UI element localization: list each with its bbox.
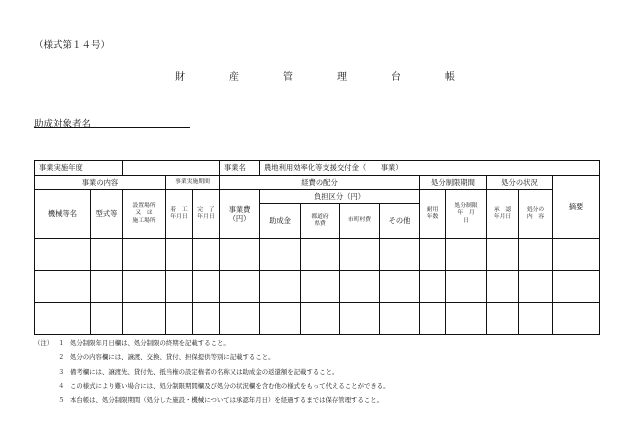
note-item: ２ 処分の内容欄には、譲渡、交換、貸付、担保提供等別に記載すること。 bbox=[58, 353, 275, 362]
title-char: 管 bbox=[283, 72, 337, 83]
title-char: 理 bbox=[337, 72, 391, 83]
table-cell[interactable] bbox=[380, 271, 420, 303]
table-cell[interactable] bbox=[446, 271, 487, 303]
restriction-end-date-header: 処分制限 年 月 日 bbox=[446, 190, 487, 239]
table-cell[interactable] bbox=[220, 271, 260, 303]
note-item: （注） １ 処分制限年月日欄は、処分制限の終期を記載すること。 bbox=[34, 336, 390, 350]
table-cell[interactable] bbox=[193, 303, 220, 335]
table-cell[interactable] bbox=[420, 303, 446, 335]
table-cell[interactable] bbox=[420, 271, 446, 303]
burden-breakdown-header: 負担区分（円） bbox=[260, 190, 420, 204]
title-char: 産 bbox=[229, 72, 283, 83]
table-cell[interactable] bbox=[220, 239, 260, 271]
table-cell[interactable] bbox=[260, 303, 301, 335]
useful-life-header: 耐用 年数 bbox=[420, 190, 446, 239]
approval-date-header: 承 認 年月日 bbox=[487, 190, 519, 239]
table-cell[interactable] bbox=[166, 303, 193, 335]
table-cell[interactable] bbox=[91, 271, 123, 303]
title-char: 帳 bbox=[445, 72, 499, 83]
install-location-header: 設置場所 又 は 施工場所 bbox=[123, 190, 166, 239]
table-cell[interactable] bbox=[193, 271, 220, 303]
subsidy-recipient-field[interactable] bbox=[34, 127, 190, 128]
model-header: 型式等 bbox=[91, 190, 123, 239]
project-cost-header: 事業費 （円） bbox=[220, 190, 260, 239]
prefecture-burden-header: 都道府 県費 bbox=[301, 204, 340, 239]
document-title bbox=[0, 68, 630, 83]
table-cell[interactable] bbox=[519, 271, 553, 303]
table-cell[interactable] bbox=[340, 271, 380, 303]
note-item: ４ この様式により難い場合には、処分制限期間欄及び処分の状況欄を含む他の様式をもって代えることができる。 bbox=[58, 381, 390, 390]
disposal-content-header: 処分の 内 容 bbox=[519, 190, 553, 239]
subsidy-header: 助成金 bbox=[260, 204, 301, 239]
fiscal-year-label: 事業実施年度 bbox=[35, 161, 123, 176]
note-item: ５ 本台帳は、処分制限期間（処分した施設・機械については承認年月日）を経過するまでは保存管理すること。 bbox=[58, 396, 384, 405]
machine-name-header: 機械等名 bbox=[35, 190, 91, 239]
municipal-burden-header: 市町村費 bbox=[340, 204, 380, 239]
table-cell[interactable] bbox=[340, 239, 380, 271]
table-cell[interactable] bbox=[420, 239, 446, 271]
completion-date-header: 完 了 年月日 bbox=[193, 190, 220, 239]
table-cell[interactable] bbox=[519, 303, 553, 335]
project-name-label: 事業名 bbox=[220, 161, 260, 176]
table-cell[interactable] bbox=[123, 303, 166, 335]
group-disposal-status: 処分の状況 bbox=[487, 176, 553, 190]
table-cell[interactable] bbox=[553, 303, 600, 335]
title-char: 台 bbox=[391, 72, 445, 83]
table-cell[interactable] bbox=[91, 239, 123, 271]
table-cell[interactable] bbox=[301, 271, 340, 303]
table-cell[interactable] bbox=[487, 239, 519, 271]
table-cell[interactable] bbox=[35, 239, 91, 271]
table-cell[interactable] bbox=[220, 303, 260, 335]
project-name-value[interactable]: 農地利用効率化等支援交付金（ 事業） bbox=[260, 161, 600, 176]
table-cell[interactable] bbox=[340, 303, 380, 335]
notes bbox=[34, 336, 390, 407]
table-cell[interactable] bbox=[260, 239, 301, 271]
remarks-header: 摘要 bbox=[553, 176, 600, 239]
other-burden-header: その他 bbox=[380, 204, 420, 239]
fiscal-year-value[interactable] bbox=[123, 161, 220, 176]
table-cell[interactable] bbox=[446, 239, 487, 271]
table-cell[interactable] bbox=[446, 303, 487, 335]
table-cell[interactable] bbox=[35, 303, 91, 335]
table-cell[interactable] bbox=[260, 271, 301, 303]
table-cell[interactable] bbox=[91, 303, 123, 335]
table-row bbox=[35, 303, 600, 335]
table-cell[interactable] bbox=[123, 239, 166, 271]
table-row bbox=[35, 239, 600, 271]
table-cell[interactable] bbox=[380, 303, 420, 335]
table-cell[interactable] bbox=[35, 271, 91, 303]
subsidy-recipient-label: 助成対象者名 bbox=[34, 119, 92, 130]
table-cell[interactable] bbox=[487, 271, 519, 303]
start-date-header: 着 工 年月日 bbox=[166, 190, 193, 239]
table-cell[interactable] bbox=[519, 239, 553, 271]
table-cell[interactable] bbox=[301, 303, 340, 335]
group-project-content: 事業の内容 bbox=[35, 176, 166, 190]
asset-ledger-table bbox=[34, 160, 600, 335]
table-cell[interactable] bbox=[553, 271, 600, 303]
table-row bbox=[35, 271, 600, 303]
table-cell[interactable] bbox=[123, 271, 166, 303]
form-number: （様式第１４号） bbox=[34, 40, 111, 51]
table-cell[interactable] bbox=[166, 271, 193, 303]
table-cell[interactable] bbox=[166, 239, 193, 271]
table-cell[interactable] bbox=[301, 239, 340, 271]
table-cell[interactable] bbox=[553, 239, 600, 271]
group-project-period: 事業実施期間 bbox=[166, 176, 220, 190]
table-cell[interactable] bbox=[193, 239, 220, 271]
group-disposal-restriction-period: 処分制限期間 bbox=[420, 176, 487, 190]
note-item: ３ 備考欄には、譲渡先、貸付先、抵当権の設定権者の名称又は助成金の返還額を記載すること。 bbox=[58, 367, 339, 376]
notes-prefix: （注） bbox=[34, 339, 54, 347]
group-cost-allocation: 経費の配分 bbox=[220, 176, 420, 190]
title-char: 財 bbox=[175, 72, 229, 83]
table-cell[interactable] bbox=[487, 303, 519, 335]
table-cell[interactable] bbox=[380, 239, 420, 271]
